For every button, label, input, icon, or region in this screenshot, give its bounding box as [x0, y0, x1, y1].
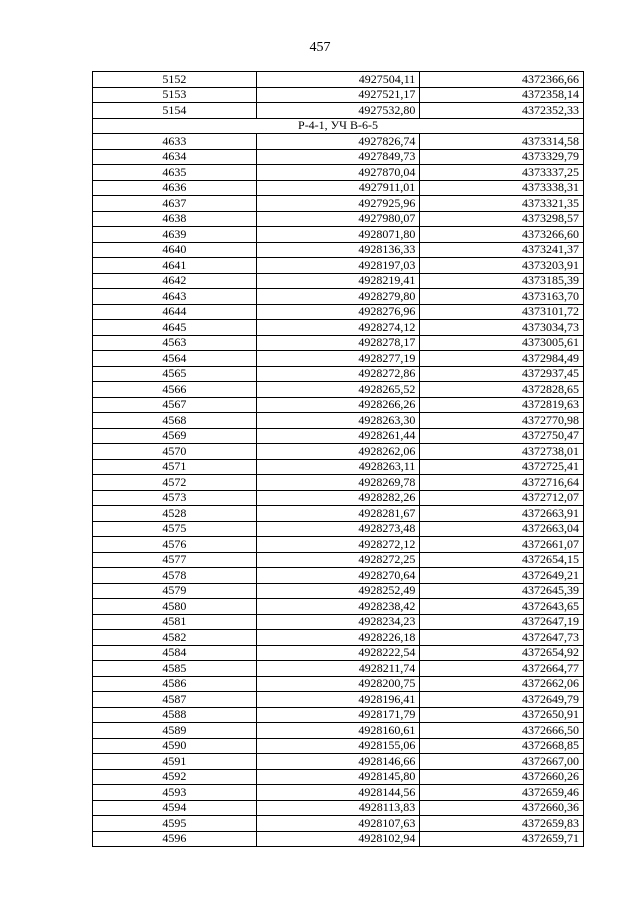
table-row: [93, 397, 584, 413]
y-coordinate-cell: 4372770,98: [420, 413, 584, 429]
point-number-cell: 4594: [93, 800, 257, 816]
point-number-cell: 4580: [93, 599, 257, 615]
x-coordinate-cell: 4927980,07: [256, 211, 420, 227]
point-number-cell: 4577: [93, 552, 257, 568]
y-coordinate-cell: 4372725,41: [420, 459, 584, 475]
point-number-cell: 4567: [93, 397, 257, 413]
y-coordinate-cell: 4372649,21: [420, 568, 584, 584]
table-row: [93, 258, 584, 274]
y-coordinate-cell: 4373337,25: [420, 165, 584, 181]
table-row: [93, 459, 584, 475]
y-coordinate-cell: 4373203,91: [420, 258, 584, 274]
point-number-cell: 5153: [93, 87, 257, 103]
point-number-cell: 4563: [93, 335, 257, 351]
y-coordinate-cell: 4373298,57: [420, 211, 584, 227]
point-number-cell: 4633: [93, 134, 257, 150]
table-row: [93, 490, 584, 506]
point-number-cell: 4576: [93, 537, 257, 553]
x-coordinate-cell: 4927870,04: [256, 165, 420, 181]
y-coordinate-cell: 4372738,01: [420, 444, 584, 460]
point-number-cell: 5154: [93, 103, 257, 119]
y-coordinate-cell: 4372650,91: [420, 707, 584, 723]
point-number-cell: 5152: [93, 72, 257, 88]
y-coordinate-cell: 4372984,49: [420, 351, 584, 367]
x-coordinate-cell: 4928136,33: [256, 242, 420, 258]
x-coordinate-cell: 4928269,78: [256, 475, 420, 491]
point-number-cell: 4644: [93, 304, 257, 320]
x-coordinate-cell: 4928071,80: [256, 227, 420, 243]
x-coordinate-cell: 4927521,17: [256, 87, 420, 103]
table-row: [93, 382, 584, 398]
table-row: [93, 723, 584, 739]
x-coordinate-cell: 4927504,11: [256, 72, 420, 88]
point-number-cell: 4642: [93, 273, 257, 289]
table-row: [93, 831, 584, 847]
section-title: Р-4-1, УЧ В-6-5: [93, 118, 584, 134]
y-coordinate-cell: 4372819,63: [420, 397, 584, 413]
point-number-cell: 4579: [93, 583, 257, 599]
point-number-cell: 4592: [93, 769, 257, 785]
y-coordinate-cell: 4372352,33: [420, 103, 584, 119]
y-coordinate-cell: 4372660,36: [420, 800, 584, 816]
table-row: [93, 769, 584, 785]
y-coordinate-cell: 4372937,45: [420, 366, 584, 382]
point-number-cell: 4640: [93, 242, 257, 258]
table-row: [93, 521, 584, 537]
table-row: [93, 165, 584, 181]
x-coordinate-cell: 4928146,66: [256, 754, 420, 770]
y-coordinate-cell: 4373241,37: [420, 242, 584, 258]
y-coordinate-cell: 4373034,73: [420, 320, 584, 336]
y-coordinate-cell: 4373314,58: [420, 134, 584, 150]
x-coordinate-cell: 4928263,11: [256, 459, 420, 475]
y-coordinate-cell: 4372649,79: [420, 692, 584, 708]
coordinates-table-body: [93, 72, 584, 847]
point-number-cell: 4568: [93, 413, 257, 429]
point-number-cell: 4570: [93, 444, 257, 460]
table-row: [93, 242, 584, 258]
x-coordinate-cell: 4928278,17: [256, 335, 420, 351]
point-number-cell: 4645: [93, 320, 257, 336]
point-number-cell: 4590: [93, 738, 257, 754]
x-coordinate-cell: 4928272,12: [256, 537, 420, 553]
table-row: [93, 320, 584, 336]
point-number-cell: 4564: [93, 351, 257, 367]
x-coordinate-cell: 4928238,42: [256, 599, 420, 615]
point-number-cell: 4581: [93, 614, 257, 630]
x-coordinate-cell: 4928211,74: [256, 661, 420, 677]
table-row: [93, 351, 584, 367]
x-coordinate-cell: 4927826,74: [256, 134, 420, 150]
x-coordinate-cell: 4928200,75: [256, 676, 420, 692]
table-row: [93, 506, 584, 522]
x-coordinate-cell: 4928155,06: [256, 738, 420, 754]
x-coordinate-cell: 4928274,12: [256, 320, 420, 336]
table-row: [93, 676, 584, 692]
table-row: [93, 552, 584, 568]
y-coordinate-cell: 4372712,07: [420, 490, 584, 506]
point-number-cell: 4586: [93, 676, 257, 692]
point-number-cell: 4593: [93, 785, 257, 801]
x-coordinate-cell: 4927925,96: [256, 196, 420, 212]
point-number-cell: 4587: [93, 692, 257, 708]
y-coordinate-cell: 4372661,07: [420, 537, 584, 553]
table-row: [93, 475, 584, 491]
x-coordinate-cell: 4928144,56: [256, 785, 420, 801]
point-number-cell: 4638: [93, 211, 257, 227]
table-row: [93, 816, 584, 832]
y-coordinate-cell: 4372828,65: [420, 382, 584, 398]
y-coordinate-cell: 4372662,06: [420, 676, 584, 692]
table-row: [93, 444, 584, 460]
x-coordinate-cell: 4928160,61: [256, 723, 420, 739]
x-coordinate-cell: 4928270,64: [256, 568, 420, 584]
table-row: [93, 196, 584, 212]
table-row: [93, 645, 584, 661]
y-coordinate-cell: 4372663,91: [420, 506, 584, 522]
x-coordinate-cell: 4928145,80: [256, 769, 420, 785]
section-row: [93, 118, 584, 134]
y-coordinate-cell: 4372716,64: [420, 475, 584, 491]
table-row: [93, 785, 584, 801]
table-row: [93, 537, 584, 553]
table-row: [93, 661, 584, 677]
table-row: [93, 800, 584, 816]
point-number-cell: 4588: [93, 707, 257, 723]
x-coordinate-cell: 4928277,19: [256, 351, 420, 367]
y-coordinate-cell: 4373338,31: [420, 180, 584, 196]
table-row: [93, 289, 584, 305]
x-coordinate-cell: 4928102,94: [256, 831, 420, 847]
point-number-cell: 4635: [93, 165, 257, 181]
point-number-cell: 4569: [93, 428, 257, 444]
x-coordinate-cell: 4928107,63: [256, 816, 420, 832]
y-coordinate-cell: 4372358,14: [420, 87, 584, 103]
table-row: [93, 180, 584, 196]
y-coordinate-cell: 4372654,92: [420, 645, 584, 661]
y-coordinate-cell: 4372667,00: [420, 754, 584, 770]
y-coordinate-cell: 4372666,50: [420, 723, 584, 739]
table-row: [93, 428, 584, 444]
x-coordinate-cell: 4928261,44: [256, 428, 420, 444]
table-row: [93, 335, 584, 351]
x-coordinate-cell: 4928219,41: [256, 273, 420, 289]
x-coordinate-cell: 4928171,79: [256, 707, 420, 723]
table-row: [93, 614, 584, 630]
x-coordinate-cell: 4928272,86: [256, 366, 420, 382]
x-coordinate-cell: 4927532,80: [256, 103, 420, 119]
point-number-cell: 4566: [93, 382, 257, 398]
y-coordinate-cell: 4372659,83: [420, 816, 584, 832]
y-coordinate-cell: 4373329,79: [420, 149, 584, 165]
x-coordinate-cell: 4928262,06: [256, 444, 420, 460]
y-coordinate-cell: 4372668,85: [420, 738, 584, 754]
table-row: [93, 134, 584, 150]
table-row: [93, 707, 584, 723]
x-coordinate-cell: 4928196,41: [256, 692, 420, 708]
point-number-cell: 4573: [93, 490, 257, 506]
point-number-cell: 4636: [93, 180, 257, 196]
point-number-cell: 4528: [93, 506, 257, 522]
table-row: [93, 211, 584, 227]
table-row: [93, 273, 584, 289]
x-coordinate-cell: 4928282,26: [256, 490, 420, 506]
x-coordinate-cell: 4928273,48: [256, 521, 420, 537]
x-coordinate-cell: 4928252,49: [256, 583, 420, 599]
y-coordinate-cell: 4372654,15: [420, 552, 584, 568]
x-coordinate-cell: 4928222,54: [256, 645, 420, 661]
table-row: [93, 304, 584, 320]
point-number-cell: 4578: [93, 568, 257, 584]
point-number-cell: 4575: [93, 521, 257, 537]
y-coordinate-cell: 4372659,46: [420, 785, 584, 801]
x-coordinate-cell: 4928113,83: [256, 800, 420, 816]
point-number-cell: 4565: [93, 366, 257, 382]
table-row: [93, 599, 584, 615]
point-number-cell: 4637: [93, 196, 257, 212]
y-coordinate-cell: 4372366,66: [420, 72, 584, 88]
y-coordinate-cell: 4373185,39: [420, 273, 584, 289]
y-coordinate-cell: 4372647,73: [420, 630, 584, 646]
y-coordinate-cell: 4373101,72: [420, 304, 584, 320]
table-row: [93, 87, 584, 103]
table-row: [93, 692, 584, 708]
point-number-cell: 4571: [93, 459, 257, 475]
point-number-cell: 4641: [93, 258, 257, 274]
table-row: [93, 568, 584, 584]
x-coordinate-cell: 4928263,30: [256, 413, 420, 429]
point-number-cell: 4572: [93, 475, 257, 491]
point-number-cell: 4585: [93, 661, 257, 677]
x-coordinate-cell: 4928197,03: [256, 258, 420, 274]
y-coordinate-cell: 4372645,39: [420, 583, 584, 599]
x-coordinate-cell: 4928234,23: [256, 614, 420, 630]
point-number-cell: 4582: [93, 630, 257, 646]
y-coordinate-cell: 4372647,19: [420, 614, 584, 630]
table-row: [93, 149, 584, 165]
x-coordinate-cell: 4928265,52: [256, 382, 420, 398]
x-coordinate-cell: 4928226,18: [256, 630, 420, 646]
table-row: [93, 413, 584, 429]
table-row: [93, 103, 584, 119]
table-row: [93, 72, 584, 88]
y-coordinate-cell: 4372659,71: [420, 831, 584, 847]
y-coordinate-cell: 4372664,77: [420, 661, 584, 677]
table-row: [93, 754, 584, 770]
table-row: [93, 227, 584, 243]
x-coordinate-cell: 4927849,73: [256, 149, 420, 165]
y-coordinate-cell: 4373005,61: [420, 335, 584, 351]
x-coordinate-cell: 4928281,67: [256, 506, 420, 522]
point-number-cell: 4595: [93, 816, 257, 832]
point-number-cell: 4584: [93, 645, 257, 661]
y-coordinate-cell: 4372750,47: [420, 428, 584, 444]
point-number-cell: 4639: [93, 227, 257, 243]
x-coordinate-cell: 4927911,01: [256, 180, 420, 196]
table-row: [93, 583, 584, 599]
y-coordinate-cell: 4373266,60: [420, 227, 584, 243]
point-number-cell: 4589: [93, 723, 257, 739]
table-row: [93, 366, 584, 382]
y-coordinate-cell: 4372643,65: [420, 599, 584, 615]
y-coordinate-cell: 4373163,70: [420, 289, 584, 305]
x-coordinate-cell: 4928272,25: [256, 552, 420, 568]
point-number-cell: 4634: [93, 149, 257, 165]
table-row: [93, 738, 584, 754]
point-number-cell: 4591: [93, 754, 257, 770]
x-coordinate-cell: 4928266,26: [256, 397, 420, 413]
x-coordinate-cell: 4928276,96: [256, 304, 420, 320]
point-number-cell: 4643: [93, 289, 257, 305]
y-coordinate-cell: 4373321,35: [420, 196, 584, 212]
coordinates-table: [92, 71, 584, 847]
point-number-cell: 4596: [93, 831, 257, 847]
x-coordinate-cell: 4928279,80: [256, 289, 420, 305]
y-coordinate-cell: 4372660,26: [420, 769, 584, 785]
page-number: 457: [309, 40, 331, 55]
y-coordinate-cell: 4372663,04: [420, 521, 584, 537]
table-row: [93, 630, 584, 646]
